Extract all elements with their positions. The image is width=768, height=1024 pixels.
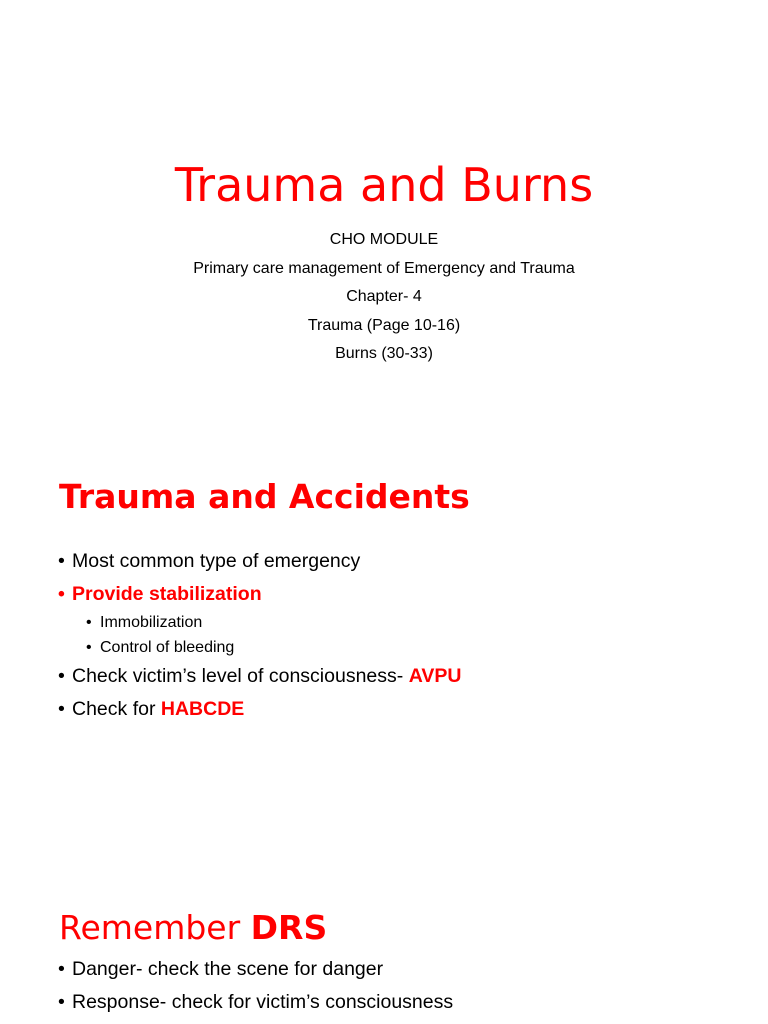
bullet-glyph: • <box>58 697 65 720</box>
slide-subtitle-block <box>0 229 768 372</box>
slide-trauma-accidents <box>0 432 768 864</box>
heading-prefix: Remember <box>59 908 251 947</box>
bullet-item <box>58 953 453 986</box>
bullet-glyph: • <box>58 990 65 1013</box>
subtitle-line-module: CHO MODULE <box>329 231 439 248</box>
sub-bullet-item <box>58 635 461 660</box>
bullet-text: Danger- check the scene for danger <box>72 958 384 980</box>
bullet-text: Check for <box>72 697 161 720</box>
bullet-item <box>58 545 461 578</box>
subtitle-line-trauma-pages: Trauma (Page 10-16) <box>307 316 461 334</box>
bullet-list <box>58 953 453 1018</box>
slide-title <box>0 0 768 432</box>
bullet-item <box>58 986 453 1019</box>
slide-title-heading: Trauma and Burns <box>174 158 594 212</box>
bullet-item <box>58 660 461 693</box>
bullet-text: Check victim’s level of consciousness- <box>72 665 409 687</box>
bullet-text: Most common type of emergency <box>72 550 361 572</box>
highlight-habcde: HABCDE <box>160 697 245 720</box>
slide-remember-drs <box>0 864 768 1024</box>
bullet-item <box>58 693 461 726</box>
highlight-avpu: AVPU <box>408 665 462 687</box>
bullet-glyph: • <box>86 639 92 656</box>
sub-bullet-item <box>58 610 461 635</box>
bullet-text: Provide stabilization <box>72 582 262 605</box>
bullet-item-highlighted <box>58 578 461 611</box>
slide-heading: Trauma and Accidents <box>59 477 470 516</box>
bullet-glyph: • <box>58 665 65 687</box>
bullet-list <box>58 545 461 725</box>
subtitle-line-course: Primary care management of Emergency and Trauma <box>193 259 575 277</box>
bullet-glyph: • <box>58 550 65 572</box>
subtitle-line-chapter: Chapter- 4 <box>346 288 422 305</box>
bullet-glyph: • <box>86 614 92 631</box>
subtitle-line-burns-pages: Burns (30-33) <box>335 345 433 362</box>
bullet-glyph: • <box>58 958 65 980</box>
bullet-text: Response- check for victim’s consciousness <box>72 990 454 1013</box>
heading-bold: DRS <box>250 908 328 947</box>
sub-bullet-text: Control of bleeding <box>100 639 235 656</box>
bullet-glyph: • <box>58 582 65 605</box>
sub-bullet-text: Immobilization <box>100 614 203 631</box>
slide-heading <box>59 908 327 948</box>
